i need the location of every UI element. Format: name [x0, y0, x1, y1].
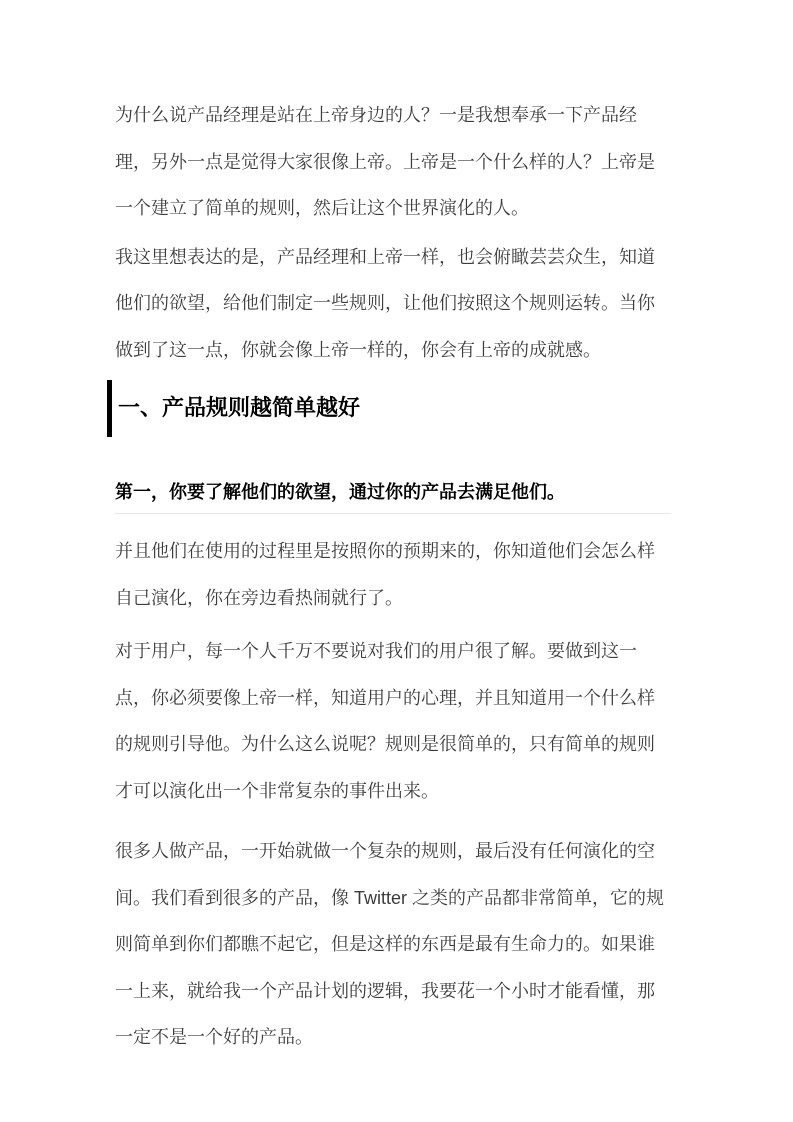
- paragraph-body-1: 并且他们在使用的过程里是按照你的预期来的，你知道他们会怎么样自己演化，你在旁边看热闹就行了。: [115, 541, 655, 608]
- paragraph-intro-1: 为什么说产品经理是站在上帝身边的人？一是我想奉承一下产品经理，另外一点是觉得大家很像上帝。上帝是一个什么样的人？上帝是一个建立了简单的规则，然后让这个世界演化的人。: [115, 105, 655, 218]
- divider-line: [115, 513, 671, 514]
- paragraph-intro-2: 我这里想表达的是，产品经理和上帝一样，也会俯瞰芸芸众生，知道他们的欲望，给他们制定一些规则，让他们按照这个规则运转。当你做到了这一点，你就会像上帝一样的，你会有上帝的成就感。: [115, 246, 655, 360]
- paragraph-body-2: 对于用户，每一个人千万不要说对我们的用户很了解。要做到这一点，你必须要像上帝一样，知道用户的心理，并且知道用一个什么样的规则引导他。为什么这么说呢？规则是很简单的，只有简单的规则才可以演化出一个非常复杂的事件出来。: [115, 641, 655, 801]
- section-heading: [107, 380, 671, 437]
- heading-accent-bar: [107, 380, 112, 437]
- sub-heading: 第一，你要了解他们的欲望，通过你的产品去满足他们。: [115, 482, 565, 502]
- section-heading-text: 一、产品规则越简单越好: [118, 395, 361, 421]
- paragraph-body-3: 很多人做产品，一开始就做一个复杂的规则，最后没有任何演化的空间。我们看到很多的产品，像 Twitter 之类的产品都非常简单，它的规则简单到你们都瞧不起它，但是这样的东西是最有生命力的。如果谁一上来，就给我一个产品计划的逻辑，我要花一个小时才能看懂，那一定不是一个好的产品。: [115, 841, 665, 1047]
